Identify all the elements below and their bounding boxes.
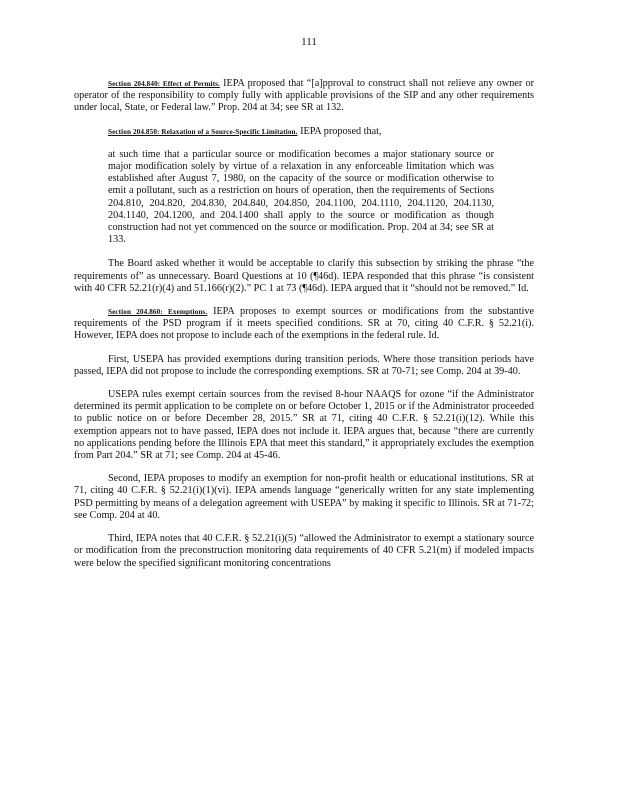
block-quote: at such time that a particular source or modification becomes a major stationary source or major modification solely by virtue of a relaxation in any enforceable limitation which was established after August 7, 1980, on the capacity of the source or modification otherwise to emit a pollutant, such as a restriction on hours of operation, then the requirements of Sections 204.810, 204.820, 204.830, 204.840, 204.850, 204.1100, 204.1110, 204.1120, 204.1130, 204.1140, 204.1200, and 204.1400 shall apply to the source or modification as though construction had not yet commenced on the source or modification. Prop. 204 at 34; see SR at 133. xyxy=(108,148,494,246)
paragraph-section-204-860 xyxy=(74,306,534,343)
paragraph: Third, IEPA notes that 40 C.F.R. § 52.21(i)(5) “allowed the Administrator to exempt a stationary source or modification from the preconstruction monitoring data requirements of 40 CFR 5.21(m) if modeled impacts were below the specified significant monitoring concentrations xyxy=(74,533,534,569)
section-heading: Section 204.860: Exemptions. xyxy=(108,308,208,317)
paragraph-text: IEPA proposes to exempt sources or modifications from the substantive requirements of the PSD program if it meets specified conditions. SR at 70, citing 40 C.F.R. § 52.21(i). However, IEPA does not propose to include each of the exemptions in the federal rule. Id. xyxy=(74,306,534,342)
paragraph: The Board asked whether it would be acceptable to clarify this subsection by striking the phrase “the requirements of” as unnecessary. Board Questions at 10 (¶46d). IEPA responded that this phrase “is consistent with 40 CFR 52.21(r)(4) and 51.166(r)(2).” PC 1 at 73 (¶46d). IEPA argued that it “should not be removed.” Id. xyxy=(74,258,534,294)
section-heading: Section 204.850: Relaxation of a Source-Specific Limitation. xyxy=(108,127,298,136)
section-heading: Section 204.840: Effect of Permits. xyxy=(108,80,220,88)
paragraph-text: IEPA proposed that, xyxy=(297,125,382,137)
paragraph: Second, IEPA proposes to modify an exemption for non-profit health or educational institutions. SR at 71, citing 40 C.F.R. § 52.21(i)(1)(vi). IEPA amends language “generically written for any state implementing PSD permitting by means of a delegation agreement with USEPA” by making it specific to Illinois. SR at 71-72; see Comp. 204 at 40. xyxy=(74,473,534,521)
page-number: 111 xyxy=(301,36,317,48)
paragraph-section-204-840 xyxy=(74,78,534,115)
paragraph: USEPA rules exempt certain sources from the revised 8-hour NAAQS for ozone “if the Administrator determined its permit application to be complete on or before October 1, 2015 or if the Administrator proceeded to public notice on or before December 28, 2015.” SR at 71, citing 40 C.F.R. § 52.21(i)(12). While this exemption appears not to have passed, IEPA does not include it. IEPA argues that, because “there are currently no applications pending before the Illinois EPA that meet this standard,” it appropriately excludes the exemption from Part 204.” SR at 71; see Comp. 204 at 45-46. xyxy=(74,389,534,462)
paragraph-text: IEPA proposed that “[a]pproval to construct shall not relieve any owner or operator of the responsibility to comply fully with applicable provisions of the SIP and any other requirements under local, State, or Federal law.” Prop. 204 at 34; see SR at 132. xyxy=(74,78,534,114)
paragraph: First, USEPA has provided exemptions during transition periods. Where those transition periods have passed, IEPA did not propose to include the corresponding exemptions. SR at 70-71; see Comp. 204 at 39-40. xyxy=(74,353,534,377)
paragraph-section-204-850 xyxy=(74,126,534,138)
document-body xyxy=(74,78,534,581)
